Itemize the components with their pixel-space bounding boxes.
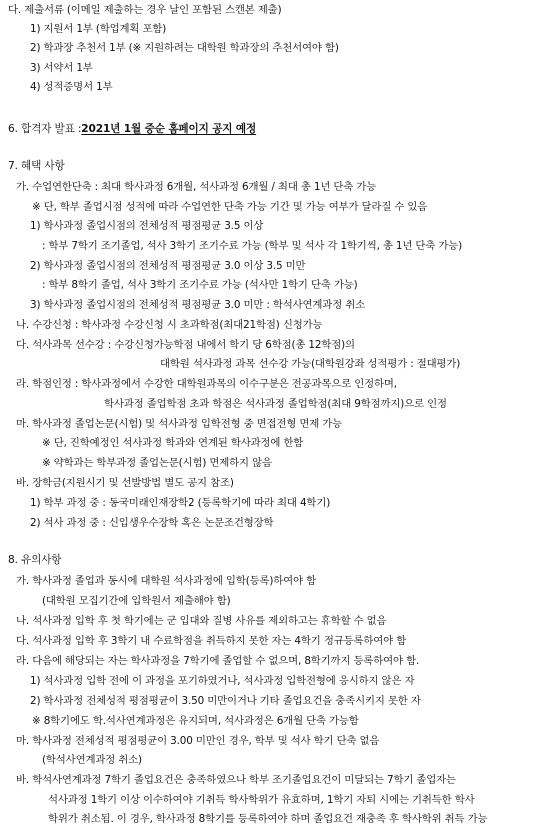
benefit-ga-item-2-detail bbox=[0, 274, 549, 296]
benefit-ma-note-2 bbox=[0, 452, 549, 474]
benefit-ma-note-1 bbox=[0, 432, 549, 454]
submission-item-4 bbox=[0, 76, 549, 98]
benefit-ma-note-2-text: ※ 약학과는 학부과정 졸업논문(시험) 면제하지 않음 bbox=[42, 457, 272, 469]
caution-ra-text: 라. 다음에 해당되는 자는 학사과정을 7학기에 졸업할 수 없으며, 8학기까지 등록하여야 함. bbox=[16, 655, 420, 667]
benefit-ba bbox=[0, 472, 549, 494]
benefit-ba-item-1-text: 1) 학부 과정 중 : 동국미래인재장학2 (등록학기에 따라 최대 4학기) bbox=[30, 497, 331, 509]
benefit-ra-continued-text: 학사과정 졸업학점 초과 학점은 석사과정 졸업학점(최대 9학점까지)으로 인정 bbox=[104, 398, 447, 410]
submission-item-text: 4) 성적증명서 1부 bbox=[30, 81, 113, 93]
caution-ra-item-1-text: 1) 석사과정 입학 전에 이 과정을 포기하였거나, 석사과정 입학전형에 응시하지 않은 자 bbox=[30, 675, 415, 687]
caution-ra-item-1 bbox=[0, 670, 549, 692]
caution-ba-continued-2-text: 학위가 취소됨. 이 경우, 학사과정 8학기를 등록하여야 하며 졸업요건 재충족 후 학사학위 취득 가능 bbox=[48, 813, 488, 825]
benefit-ga-item-1-detail bbox=[0, 235, 549, 257]
caution-ma-continued-text: (학석사연계과정 취소) bbox=[42, 754, 142, 766]
benefit-ra-continued bbox=[0, 393, 549, 415]
caution-ma-continued bbox=[0, 749, 549, 771]
benefit-ba-item-2-text: 2) 석사 과정 중 : 신입생우수장학 혹은 논문조건형장학 bbox=[30, 517, 274, 529]
benefit-ga-item-3 bbox=[0, 294, 549, 316]
caution-ra-note-text: ※ 8학기에도 학.석사연계과정은 유지되며, 석사과정은 6개월 단축 가능함 bbox=[32, 715, 359, 727]
caution-ba bbox=[0, 769, 549, 791]
benefit-ba-item-1 bbox=[0, 492, 549, 514]
submission-item-text: 1) 지원서 1부 (학업계획 포함) bbox=[30, 23, 167, 35]
caution-ma-text: 마. 학사과정 전체성적 평점평균이 3.00 미만인 경우, 학부 및 석사 학기 단축 없음 bbox=[16, 735, 380, 747]
caution-ra-item-2 bbox=[0, 690, 549, 712]
caution-ba-continued-2 bbox=[0, 808, 549, 830]
caution-ga-text: 가. 학사과정 졸업과 동시에 대학원 석사과정에 입학(등록)하여야 함 bbox=[16, 575, 316, 587]
caution-na-text: 나. 석사과정 입학 후 첫 학기에는 군 입대와 질병 사유를 제외하고는 휴학할 수 없음 bbox=[16, 615, 387, 627]
caution-ra-item-2-text: 2) 학사과정 전체성적 평점평균이 3.50 미만이거나 기타 졸업요건을 충족시키지 못한 자 bbox=[30, 695, 421, 707]
submission-item-2 bbox=[0, 37, 549, 59]
benefits-heading bbox=[0, 155, 549, 177]
benefit-ba-text: 바. 장학금(지원시기 및 선발방법 별도 공지 참조) bbox=[16, 477, 234, 489]
submission-documents-text: 다. 제출서류 (이메일 제출하는 경우 날인 포함된 스캔본 제출) bbox=[8, 4, 282, 16]
benefit-ga-text: 가. 수업연한단축 : 최대 학사과정 6개월, 석사과정 6개월 / 최대 총 1년 단축 가능 bbox=[16, 181, 377, 193]
benefit-ma-note-1-text: ※ 단, 진학예정인 석사과정 학과와 연계된 학사과정에 한함 bbox=[42, 437, 304, 449]
caution-ga bbox=[0, 570, 549, 592]
benefit-ga-note-text: ※ 단, 학부 졸업시점 성적에 따라 수업연한 단축 가능 기간 및 가능 여부가 달라질 수 있음 bbox=[32, 201, 428, 213]
announcement-date-emphasis: 2021년 1월 중순 홈페이지 공지 예정 bbox=[81, 123, 257, 135]
benefit-ga-item-1-detail-text: : 학부 7학기 조기졸업, 석사 3학기 조기수료 가능 (학부 및 석사 각 1학기씩, 총 1년 단축 가능) bbox=[42, 240, 463, 252]
benefit-ga-item-2-detail-text: : 학부 8학기 졸업, 석사 3학기 조기수료 가능 (석사만 1학기 단축 가능) bbox=[42, 279, 358, 291]
benefit-ma-text: 마. 학사과정 졸업논문(시험) 및 석사과정 입학전형 중 면접전형 면제 가능 bbox=[16, 418, 343, 430]
benefit-da-continued-text: 대학원 석사과정 과목 선수강 가능(대학원강좌 성적평가 : 절대평가) bbox=[160, 358, 461, 370]
benefits-heading-text: 7. 혜택 사항 bbox=[8, 160, 65, 172]
benefit-ra bbox=[0, 373, 549, 395]
caution-ga-continued bbox=[0, 590, 549, 612]
caution-ba-text: 바. 학석사연계과정 7학기 졸업요건은 충족하였으나 학부 조기졸업요건이 미달되는 7학기 졸업자는 bbox=[16, 774, 456, 786]
caution-ga-continued-text: (대학원 모집기간에 입학원서 제출해야 함) bbox=[42, 595, 231, 607]
benefit-ga-item-2-text: 2) 학사과정 졸업시점의 전체성적 평점평균 3.0 이상 3.5 미만 bbox=[30, 260, 306, 272]
benefit-na bbox=[0, 314, 549, 336]
benefit-da-continued bbox=[0, 353, 549, 375]
caution-ra bbox=[0, 650, 549, 672]
caution-ba-continued-1-text: 석사과정 1학기 이상 이수하여야 기취득 학사학위가 유효하며, 1학기 자퇴 시에는 기취득한 학사 bbox=[48, 794, 475, 806]
cautions-heading-text: 8. 유의사항 bbox=[8, 554, 62, 566]
caution-ra-note bbox=[0, 710, 549, 732]
benefit-da-text: 다. 석사과목 선수강 : 수강신청가능학점 내에서 학기 당 6학점(총 12학점)의 bbox=[16, 339, 355, 351]
benefit-ga-item-1-text: 1) 학사과정 졸업시점의 전체성적 평점평균 3.5 이상 bbox=[30, 220, 264, 232]
caution-da bbox=[0, 630, 549, 652]
benefit-ga bbox=[0, 176, 549, 198]
benefit-ba-item-2 bbox=[0, 512, 549, 534]
benefit-ga-item-1 bbox=[0, 215, 549, 237]
submission-item-text: 3) 서약서 1부 bbox=[30, 62, 93, 74]
announcement-prefix: 6. 합격자 발표 : bbox=[8, 123, 82, 135]
caution-na bbox=[0, 610, 549, 632]
caution-da-text: 다. 석사과정 입학 후 3학기 내 수료학점을 취득하지 못한 자는 4학기 정규등록하여야 함 bbox=[16, 635, 407, 647]
cautions-heading bbox=[0, 549, 549, 571]
announcement-section bbox=[0, 118, 549, 140]
benefit-ra-text: 라. 학점인정 : 학사과정에서 수강한 대학원과목의 이수구분은 전공과목으로 인정하며, bbox=[16, 378, 397, 390]
benefit-na-text: 나. 수강신청 : 학사과정 수강신청 시 초과학점(최대21학점) 신청가능 bbox=[16, 319, 323, 331]
submission-item-text: 2) 학과장 추천서 1부 (※ 지원하려는 대학원 학과장의 추천서여야 함) bbox=[30, 42, 339, 54]
benefit-ga-item-3-text: 3) 학사과정 졸업시점의 전체성적 평점평균 3.0 미만 : 학석사연계과정 취소 bbox=[30, 299, 366, 311]
